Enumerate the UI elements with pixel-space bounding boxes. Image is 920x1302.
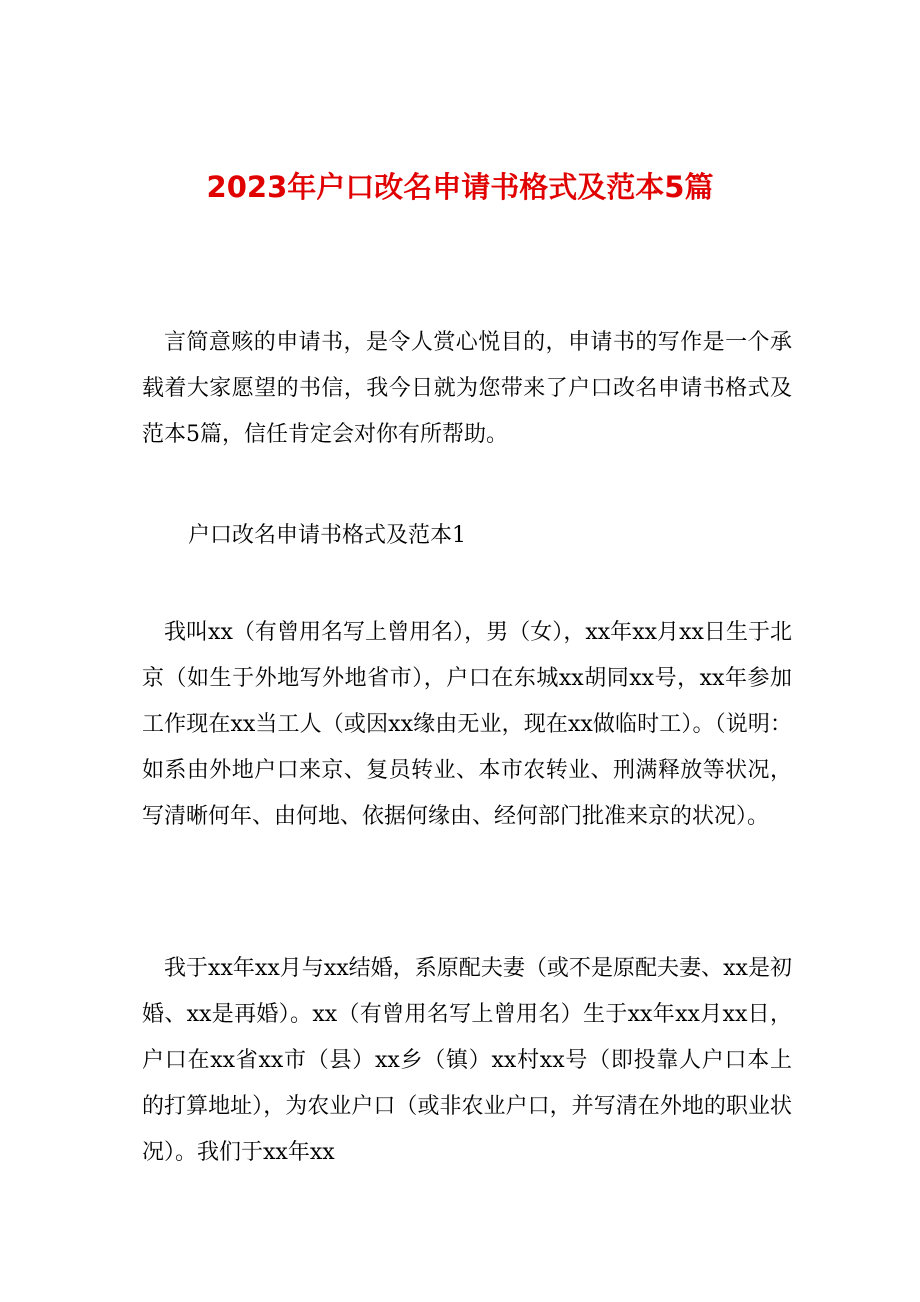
body-paragraph-1: 我叫xx（有曾用名写上曾用名），男（女），xx年xx月xx日生于北京（如生于外地写外地省市），户口在东城xx胡同xx号，xx年参加工作现在xx当工人（或因xx缘由无业，现在xx做临时工）。（说明：如系由外地户口来京、复员转业、本市农转业、刑满释放等状况，写清晰何年、由何地、依据何缘由、经何部门批准来京的状况）。 [142, 620, 792, 829]
page-title: 2023年户口改名申请书格式及范本5篇 [206, 170, 714, 205]
body-paragraph-2: 我于xx年xx月与xx结婚，系原配夫妻（或不是原配夫妻、xx是初婚、xx是再婚）。xx（有曾用名写上曾用名）生于xx年xx月xx日，户口在xx省xx市（县）xx乡（镇）xx村xx号（即投靠人户口本上的打算地址），为农业户口（或非农业户口，并写清在外地的职业状况）。我们于xx年xx [142, 956, 792, 1165]
section-heading: 户口改名申请书格式及范本1 [188, 523, 466, 548]
intro-paragraph: 言简意赅的申请书，是令人赏心悦目的，申请书的写作是一个承载着大家愿望的书信，我今日就为您带来了户口改名申请书格式及范本5篇，信任肯定会对你有所帮助。 [142, 330, 792, 447]
